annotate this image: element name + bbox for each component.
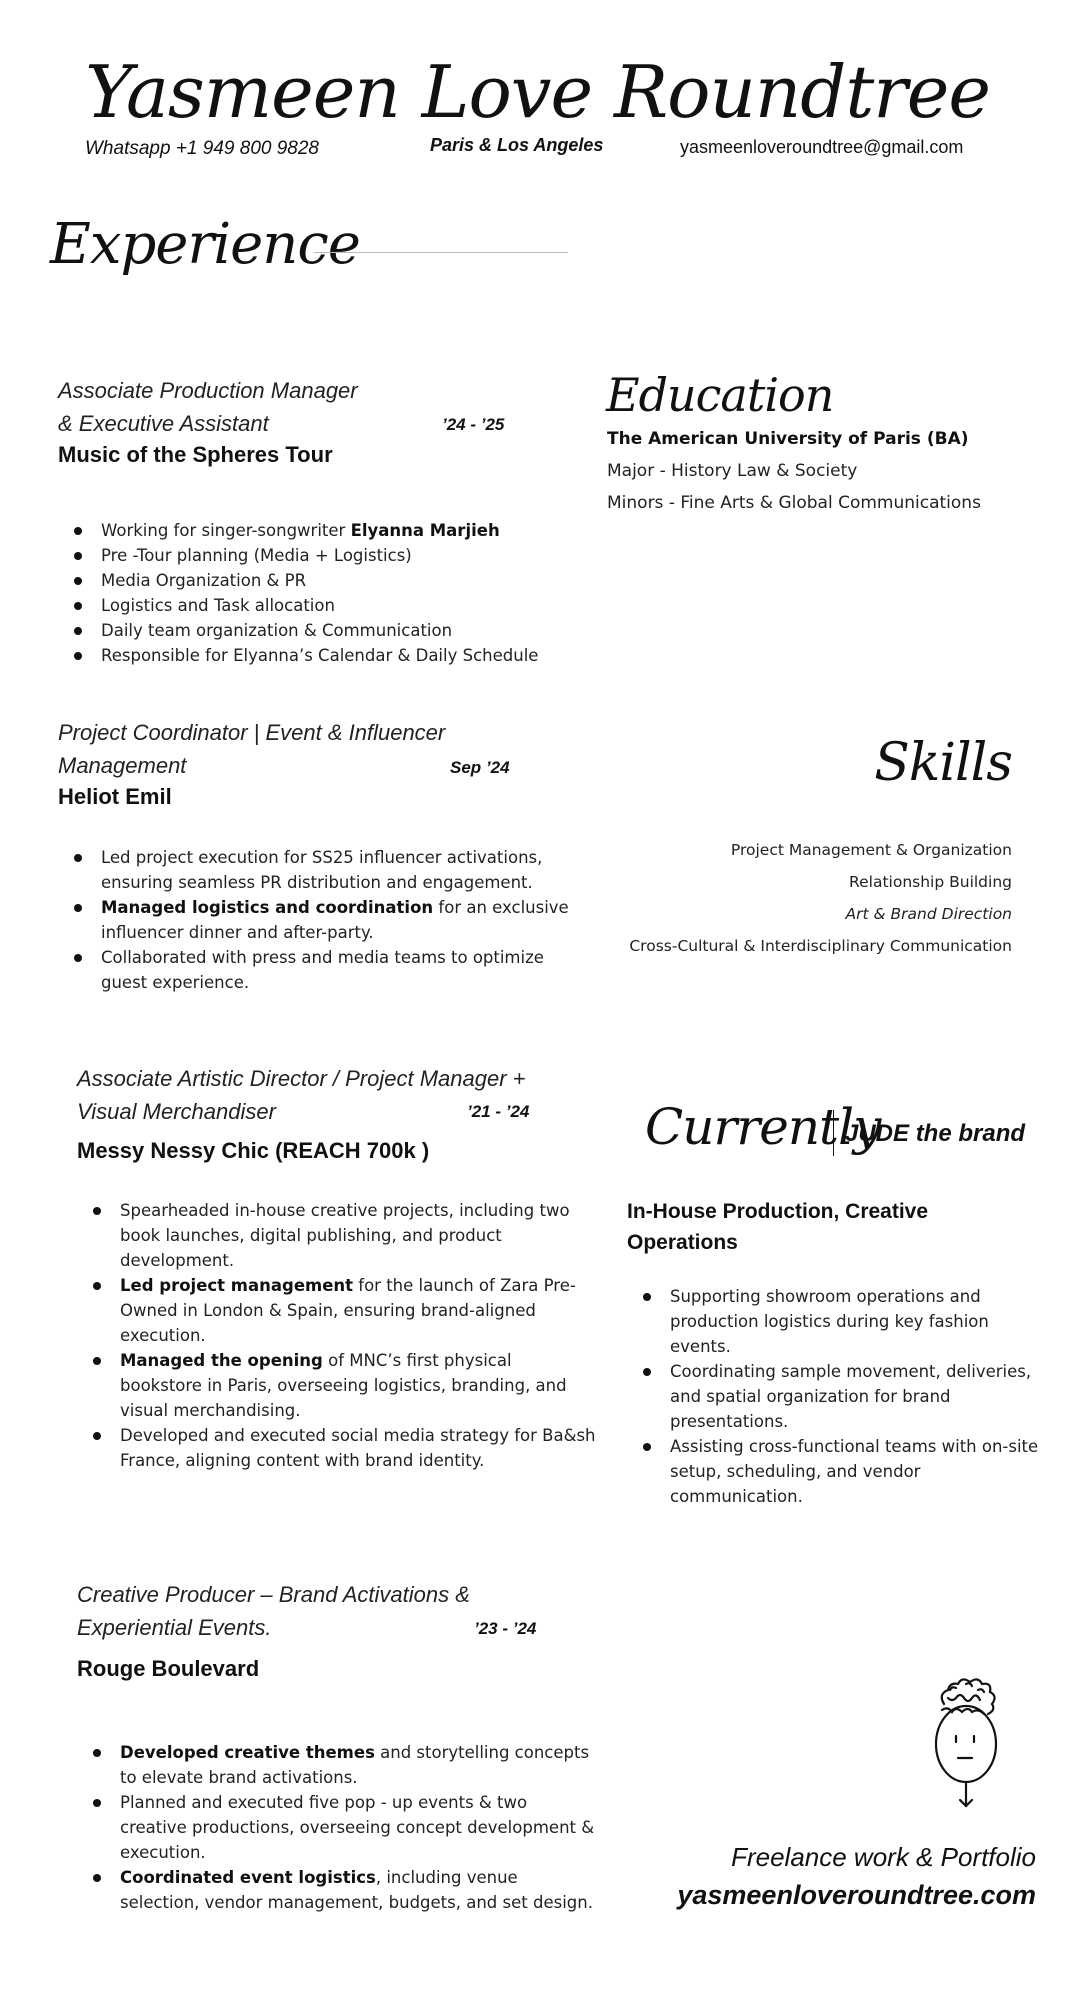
job-company: Heliot Emil <box>58 784 172 809</box>
education-section <box>607 423 1047 519</box>
education-minors: Minors - Fine Arts & Global Communications <box>607 493 981 513</box>
list-item: Developed and executed social media strategy for Ba&sh France, aligning content with brand identity. <box>77 1423 597 1473</box>
education-major: Major - History Law & Society <box>607 461 858 481</box>
bullet-dot-icon <box>74 577 82 585</box>
job-role-line1: Creative Producer – Brand Activations & <box>77 1582 470 1607</box>
list-item: Working for singer-songwriter Elyanna Marjieh <box>58 518 598 543</box>
resume-name: Yasmeen Love Roundtree <box>85 50 990 134</box>
list-item: Managed the opening of MNC’s first physical bookstore in Paris, overseeing logistics, branding, and visual merchandising. <box>77 1348 597 1423</box>
skill-item: Art & Brand Direction <box>845 905 1012 923</box>
job-dates: ’21 - ’24 <box>467 1102 530 1121</box>
list-item: Pre -Tour planning (Media + Logistics) <box>58 543 598 568</box>
experience-divider <box>314 252 568 253</box>
email-contact: yasmeenloveroundtree@gmail.com <box>680 137 964 157</box>
currently-role-line1: In-House Production, Creative <box>627 1200 929 1223</box>
currently-role <box>627 1196 1047 1258</box>
job-dates: ’23 - ’24 <box>474 1619 537 1638</box>
list-item: Coordinating sample movement, deliveries, and spatial organization for brand presentations. <box>627 1359 1047 1434</box>
currently-bullets <box>627 1284 1047 1509</box>
bullet-dot-icon <box>74 627 82 635</box>
skills-heading: Skills <box>874 733 1012 793</box>
skill-item: Cross-Cultural & Interdisciplinary Communication <box>629 937 1012 955</box>
skill-item: Relationship Building <box>849 873 1012 891</box>
currently-heading: Currently <box>645 1098 881 1156</box>
phone-contact: Whatsapp +1 949 800 9828 <box>85 138 319 159</box>
list-item: Assisting cross-functional teams with on-site setup, scheduling, and vendor communication. <box>627 1434 1047 1509</box>
job-bullets-4 <box>77 1740 597 1915</box>
list-item: Daily team organization & Communication <box>58 618 598 643</box>
job-role-line1: Project Coordinator | Event & Influencer <box>58 720 446 745</box>
bullet-dot-icon <box>93 1799 101 1807</box>
list-item: Collaborated with press and media teams to optimize guest experience. <box>58 945 588 995</box>
list-item: Led project management for the launch of Zara Pre-Owned in London & Spain, ensuring brand-aligned execution. <box>77 1273 597 1348</box>
list-item: Coordinated event logistics, including venue selection, vendor management, budgets, and set design. <box>77 1865 597 1915</box>
bullet-dot-icon <box>643 1368 651 1376</box>
list-item: Supporting showroom operations and production logistics during key fashion events. <box>627 1284 1047 1359</box>
bullet-dot-icon <box>74 904 82 912</box>
job-bullets-1 <box>58 518 598 668</box>
job-bullets-3 <box>77 1198 597 1473</box>
education-school: The American University of Paris (BA) <box>607 429 969 449</box>
list-item: Media Organization & PR <box>58 568 598 593</box>
portfolio-label: Freelance work & Portfolio <box>731 1842 1036 1872</box>
job-role-line1: Associate Production Manager <box>58 378 358 403</box>
job-company: Messy Nessy Chic (REACH 700k ) <box>77 1138 430 1163</box>
job-role-line2: Visual Merchandiser <box>77 1099 276 1124</box>
currently-role-line2: Operations <box>627 1231 738 1254</box>
currently-divider <box>833 1110 834 1156</box>
job-dates: Sep ’24 <box>450 758 510 777</box>
bullet-dot-icon <box>93 1874 101 1882</box>
bullet-dot-icon <box>93 1282 101 1290</box>
list-item: Led project execution for SS25 influencer activations, ensuring seamless PR distribution and engagement. <box>58 845 588 895</box>
skill-item: Project Management & Organization <box>730 841 1012 859</box>
job-company: Music of the Spheres Tour <box>58 442 333 467</box>
bullet-dot-icon <box>643 1293 651 1301</box>
bullet-dot-icon <box>643 1443 651 1451</box>
bullet-dot-icon <box>74 527 82 535</box>
list-item: Planned and executed five pop - up events & two creative productions, overseeing concept development & execution. <box>77 1790 597 1865</box>
face-doodle-icon <box>930 1676 1002 1812</box>
bullet-dot-icon <box>74 602 82 610</box>
list-item: Managed logistics and coordination for an exclusive influencer dinner and after-party. <box>58 895 588 945</box>
bullet-dot-icon <box>93 1207 101 1215</box>
location: Paris & Los Angeles <box>430 135 604 155</box>
currently-brand: JUDE the brand <box>845 1120 1026 1147</box>
bullet-dot-icon <box>93 1749 101 1757</box>
list-item: Spearheaded in-house creative projects, including two book launches, digital publishing, and product development. <box>77 1198 597 1273</box>
bullet-dot-icon <box>74 652 82 660</box>
job-dates: ’24 - ’25 <box>442 415 505 434</box>
list-item: Developed creative themes and storytelling concepts to elevate brand activations. <box>77 1740 597 1790</box>
bullet-dot-icon <box>93 1432 101 1440</box>
currently-header <box>645 1098 1045 1168</box>
job-company: Rouge Boulevard <box>77 1656 260 1681</box>
job-role-line2: Management <box>58 753 187 778</box>
job-role-line2: & Executive Assistant <box>58 411 269 436</box>
bullet-dot-icon <box>74 552 82 560</box>
job-bullets-2 <box>58 845 588 995</box>
skills-list <box>572 834 1012 962</box>
experience-heading: Experience <box>50 212 360 277</box>
job-entry-3 <box>77 1062 637 1164</box>
bullet-dot-icon <box>93 1357 101 1365</box>
portfolio-link[interactable]: yasmeenloveroundtree.com <box>677 1880 1036 1910</box>
education-heading: Education <box>606 368 834 422</box>
list-item: Logistics and Task allocation <box>58 593 598 618</box>
job-role-line2: Experiential Events. <box>77 1615 272 1640</box>
job-role-line1: Associate Artistic Director / Project Manager + <box>77 1066 526 1091</box>
bullet-dot-icon <box>74 854 82 862</box>
bullet-dot-icon <box>74 954 82 962</box>
list-item: Responsible for Elyanna’s Calendar & Daily Schedule <box>58 643 598 668</box>
